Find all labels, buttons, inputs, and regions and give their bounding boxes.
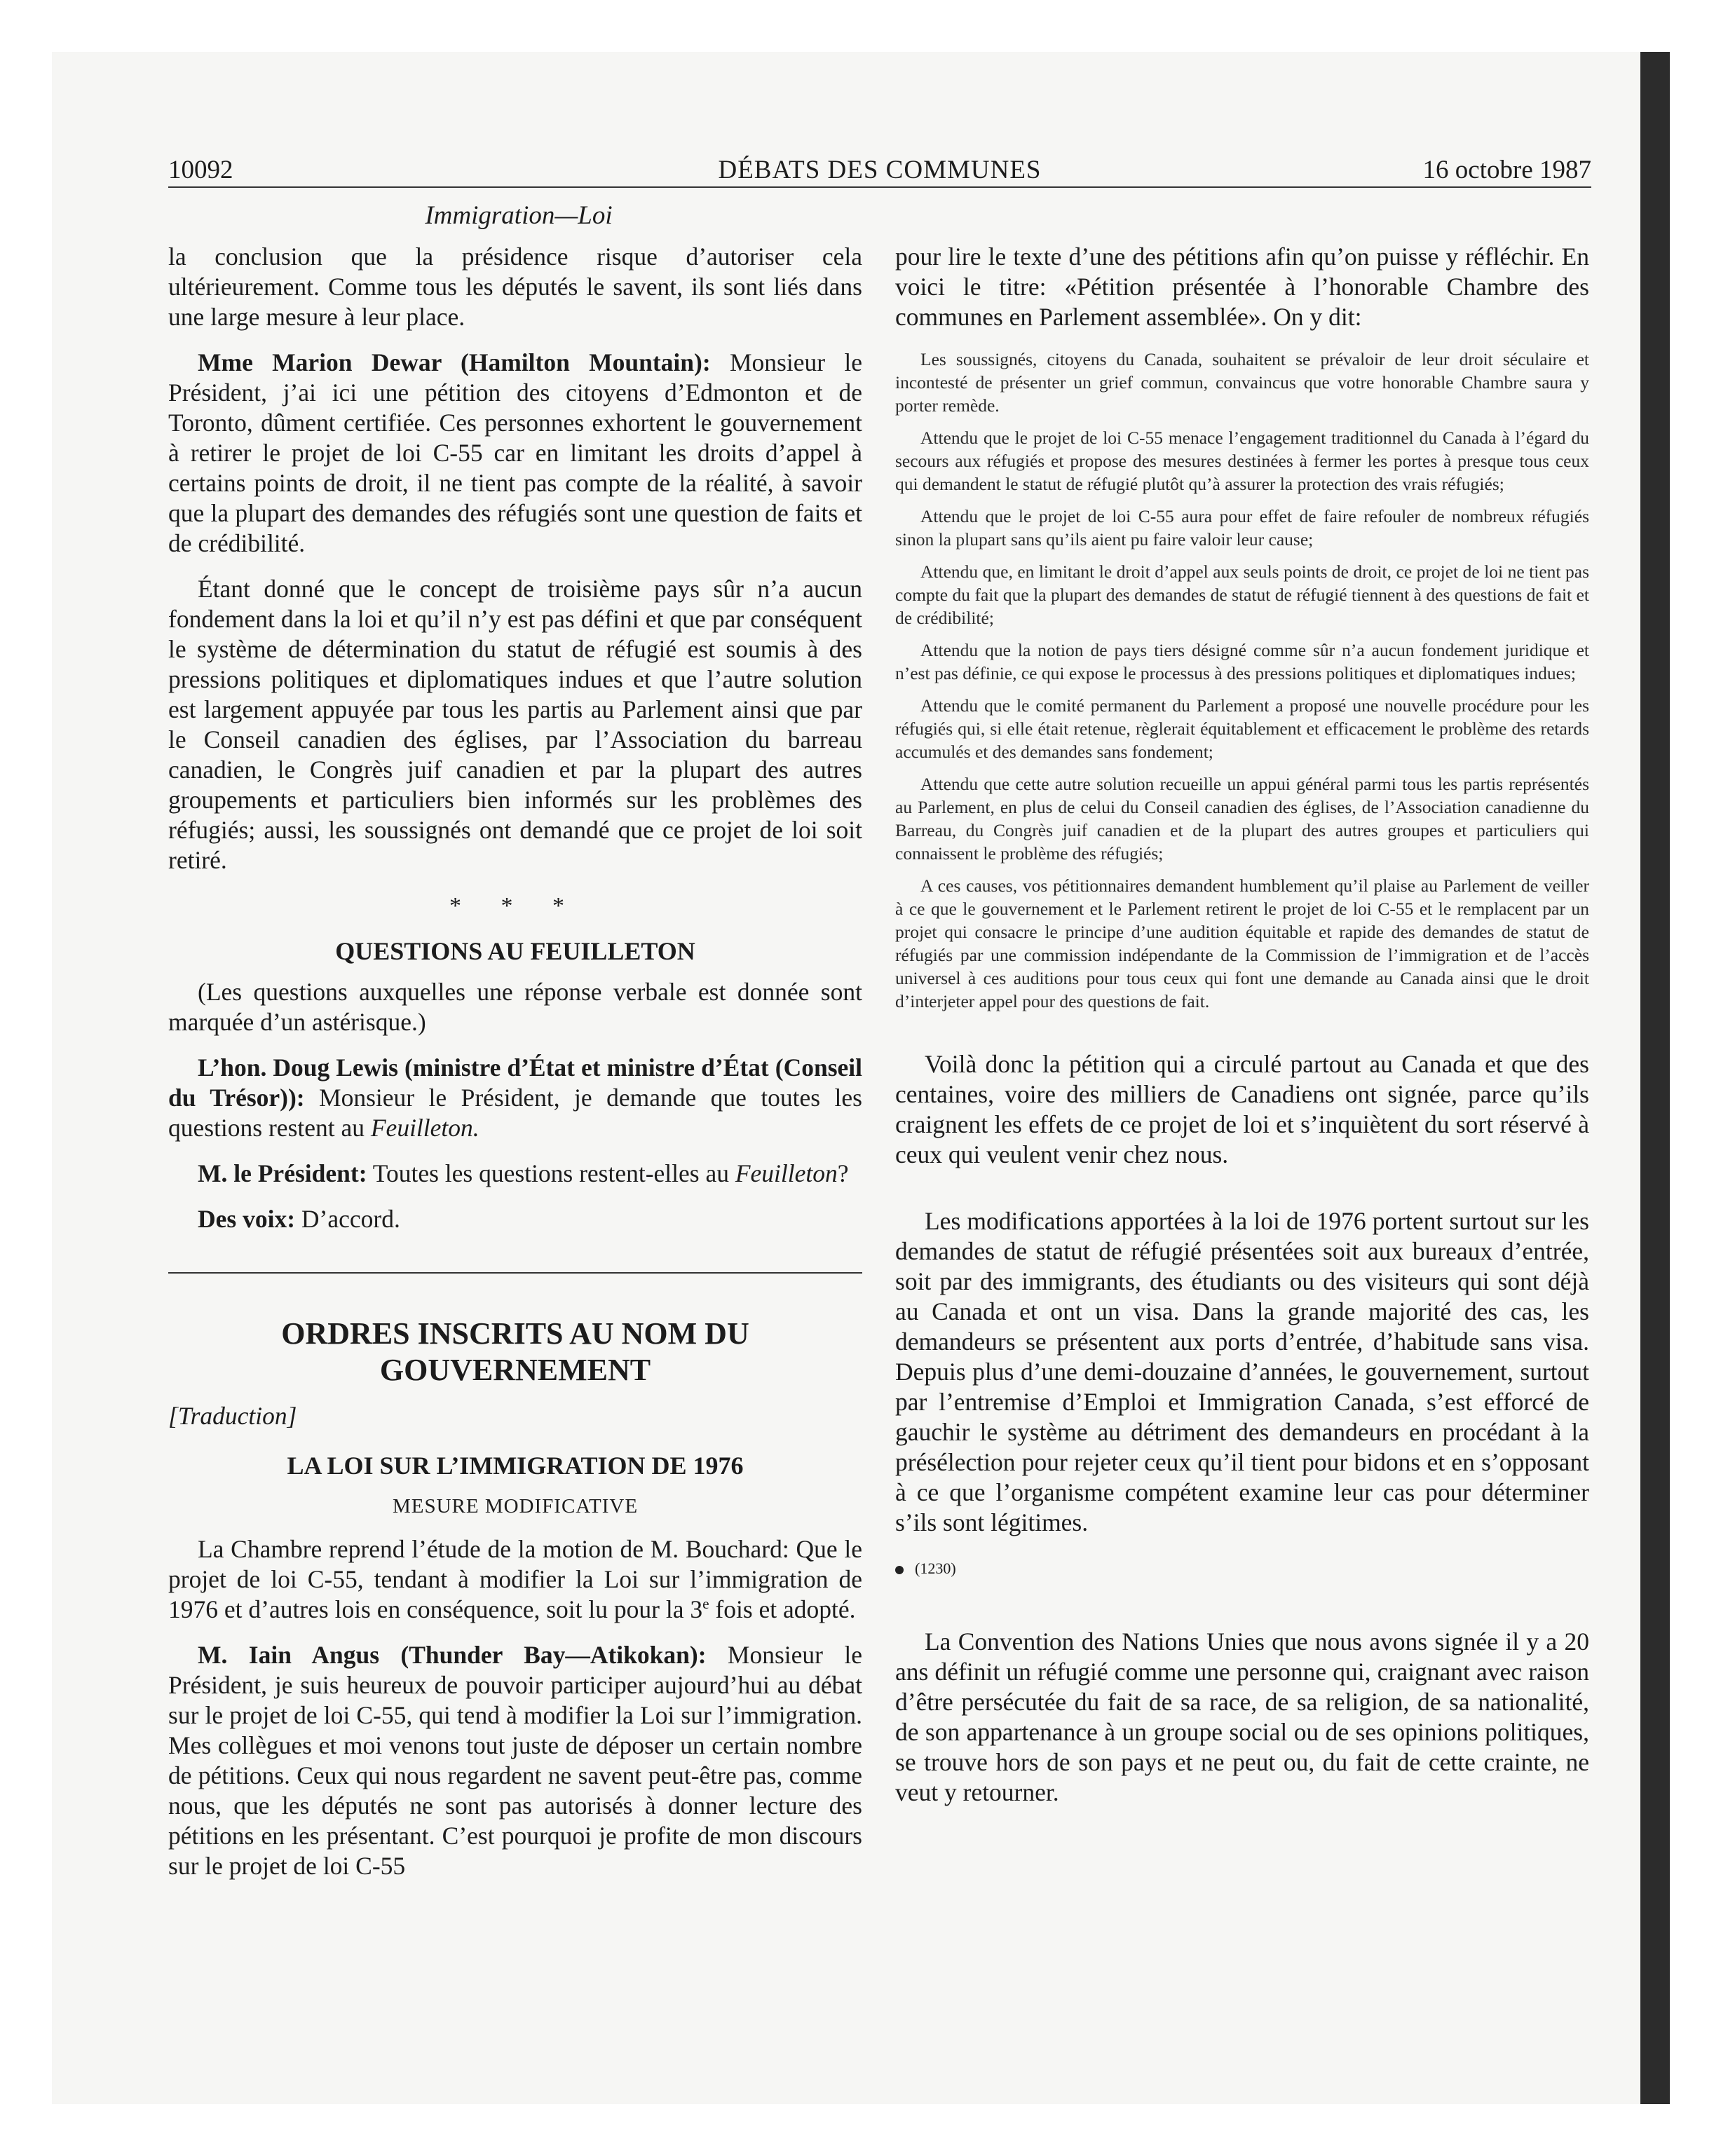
italic-text: Feuilleton — [735, 1159, 838, 1187]
page-header — [168, 153, 1591, 188]
speaker-name: M. le Président: — [198, 1159, 367, 1187]
speech-text: Monsieur le Président, j’ai ici une pétition des citoyens d’Edmonton et de Toronto, dûment certifiée. Ces personnes exhortent le gouvernement à retirer le projet de loi C-55 car en limitant les droits d’appel à certains points de droit, il ne tient pas compte de la réalité, à savoir que la plupart des demandes des réfugiés sont une question de faits et de crédibilité. — [168, 348, 862, 557]
motion-end: fois et adopté. — [709, 1595, 856, 1623]
law-heading: LA LOI SUR L’IMMIGRATION DE 1976 — [287, 1452, 744, 1480]
paragraph — [168, 348, 862, 559]
time-marker-text: (1230) — [915, 1560, 956, 1577]
paragraph — [168, 1534, 862, 1625]
paragraph: La Convention des Nations Unies que nous avons signée il y a 20 ans définit un réfugié comme une personne qui, craignant avec raison d’être persécutée du fait de sa race, de sa religion, de sa nationalité, de son appartenance à un groupe social ou de ses opinions politiques, se trouve hors de son pays et ne peut ou, du fait de cette crainte, ne veut y retourner. — [895, 1628, 1589, 1806]
speaker-name: Mme Marion Dewar (Hamilton Mountain): — [198, 348, 711, 376]
paragraph — [168, 1640, 862, 1881]
paragraph: pour lire le texte d’une des pétitions afin qu’on puisse y réfléchir. En voici le titre: «Pétition présentée à l’honorable Chambre des communes en Parlement assemblée». On y dit: — [895, 243, 1589, 331]
speaker-name: M. Iain Angus (Thunder Bay—Atikokan): — [198, 1641, 707, 1669]
paragraph: Voilà donc la pétition qui a circulé partout au Canada et que des centaines, voire des milliers de Canadiens ont signée, parce qu’ils craignent les effets de ce projet de loi et s’inquiètent du sort réservé à ceux qui veulent venir chez nous. — [895, 1050, 1589, 1168]
speech-text: D’accord. — [295, 1205, 400, 1233]
petition-paragraph: Attendu que la notion de pays tiers désigné comme sûr n’a aucun fondement juridique et n’est pas définie, ce qui expose le processus à des pressions politiques et diplomatiques indues; — [895, 640, 1589, 683]
page-number: 10092 — [168, 156, 233, 184]
section-rule — [168, 1272, 862, 1274]
publication-title: DÉBATS DES COMMUNES — [718, 156, 1042, 184]
paragraph: (Les questions auxquelles une réponse verbale est donnée sont marquée d’un astérisque.) — [168, 978, 862, 1036]
section-heading: QUESTIONS AU FEUILLETON — [335, 937, 695, 965]
right-column — [895, 242, 1589, 1823]
header-rule — [168, 186, 1591, 188]
petition-paragraph: Attendu que, en limitant le droit d’appel aux seuls points de droit, ce projet de loi ne tient pas compte du fait que la plupart des demandes de statut de réfugié tiennent à des questions de fait et de crédibilité; — [895, 561, 1589, 628]
speech-text: ? — [837, 1159, 849, 1187]
petition-paragraph: Les soussignés, citoyens du Canada, souhaitent se prévaloir de leur droit séculaire et incontesté de présenter un grief commun, convaincus que votre honorable Chambre saura y porter remède. — [895, 349, 1589, 416]
petition-paragraph: Attendu que le projet de loi C-55 aura pour effet de faire refouler de nombreux réfugiés sinon la plupart sans qu’ils aient pu faire valoir leur cause; — [895, 506, 1589, 550]
left-column — [168, 242, 862, 1897]
paragraph: la conclusion que la présidence risque d’autoriser cela ultérieurement. Comme tous les députés le savent, ils sont liés dans une large mesure à leur place. — [168, 243, 862, 331]
time-marker — [895, 1553, 1589, 1583]
orders-heading: ORDRES INSCRITS AU NOM DU GOUVERNEMENT — [281, 1316, 749, 1387]
motion-text: La Chambre reprend l’étude de la motion de M. Bouchard: Que le projet de loi C-55, tendant à modifier la Loi sur l’immigration de 1976 et d’autres lois en conséquence, soit lu pour la 3 — [168, 1535, 862, 1623]
petition-paragraph: Attendu que cette autre solution recueille un appui général parmi tous les partis représentés au Parlement, en plus de celui du Conseil canadien des églises, de l’Association canadienne du Barreau, du Congrès juif canadien et de la plupart des autres groupes et particuliers qui connaissent le problème des réfugiés; — [895, 774, 1589, 864]
speaker-name: L’hon. Doug Lewis (ministre d’État et ministre d’État (Conseil du Trésor)): — [168, 1053, 862, 1112]
publication-date: 16 octobre 1987 — [1422, 156, 1591, 184]
translation-note: [Traduction] — [168, 1402, 297, 1430]
ordinal-suffix: e — [702, 1595, 709, 1613]
bullet-dot-icon — [895, 1566, 904, 1574]
running-head: Immigration—Loi — [425, 201, 613, 230]
speech-text: Monsieur le Président, je demande que toutes les questions restent au — [168, 1084, 862, 1142]
law-subheading: MESURE MODIFICATIVE — [392, 1495, 639, 1517]
speaker-name: Des voix: — [198, 1205, 296, 1233]
paragraph — [168, 1053, 862, 1143]
petition-paragraph: Attendu que le projet de loi C-55 menace l’engagement traditionnel du Canada à l’égard du secours aux réfugiés et propose des mesures destinées à fermer les portes à presque tous ceux qui demandent le statut de réfugié plutôt qu’à assurer la protection des vrais réfugiés; — [895, 428, 1589, 494]
paragraph: Les modifications apportées à la loi de 1976 portent surtout sur les demandes de statut de réfugié présentées soit aux bureaux d’entrée, soit par des immigrants, des étudiants ou des visiteurs qui sont déjà au Canada et ont un visa. Dans la grande majorité des cas, les demandeurs se présentent aux ports d’entrée, d’habitude sans visa. Depuis plus d’une demi-douzaine d’années, le gouvernement, surtout par l’entremise d’Emploi et Immigration Canada, s’est efforcé de gauchir le système au détriment des demandeurs en procédant à la présélection pour rejeter ceux qu’il tient pour bidons et en s’opposant à ce que l’organisme compétent examine leur cas pour déterminer s’ils sont légitimes. — [895, 1207, 1589, 1536]
petition-block — [895, 348, 1589, 1013]
petition-paragraph: Attendu que le comité permanent du Parlement a proposé une nouvelle procédure pour les réfugiés qui, si elle était retenue, règlerait équitablement et efficacement le problème des retards accumulés et des demandes sans fondement; — [895, 695, 1589, 762]
section-stars: * * * — [449, 893, 581, 919]
paragraph — [168, 1204, 862, 1234]
petition-paragraph: A ces causes, vos pétitionnaires demandent humblement qu’il plaise au Parlement de veiller à ce que le gouvernement et le Parlement retirent le projet de loi C-55 et le remplacent par un projet qui consacre le principe d’une audition équitable et rapide des demandes de statut de réfugiés par une commission indépendante de la Commission de l’immigration et de l’accès universel à ces auditions pour tous ceux qui font une demande au Canada ainsi que le droit d’interjeter appel pour des questions de fait. — [895, 875, 1589, 1011]
paragraph: Étant donné que le concept de troisième pays sûr n’a aucun fondement dans la loi et qu’il n’y est pas défini et que par conséquent le système de détermination du statut de réfugié est soumis à des pressions politiques et diplomatiques indues et que l’autre solution est largement appuyée par tous les partis au Parlement ainsi que par le Conseil canadien des églises, par l’Association du barreau canadien, le Congrès juif canadien et par la plupart des autres groupements et particuliers bien informés sur les problèmes des réfugiés; aussi, les soussignés ont demandé que ce projet de loi soit retiré. — [168, 575, 862, 874]
speech-text: Toutes les questions restent-elles au — [367, 1159, 735, 1187]
speech-text: Monsieur le Président, je suis heureux de pouvoir participer aujourd’hui au débat sur le projet de loi C-55, qui tend à modifier la Loi sur l’immigration. Mes collègues et moi venons tout juste de déposer un certain nombre de pétitions. Ceux qui nous regardent ne savent peut-être pas, comme nous, que les députés ne sont pas autorisés à donner lecture des pétitions en les présentant. C’est pourquoi je profite de mon discours sur le projet de loi C-55 — [168, 1641, 862, 1880]
italic-text: Feuilleton. — [370, 1114, 479, 1142]
scan-edge — [1640, 52, 1670, 2104]
paragraph — [168, 1159, 862, 1189]
